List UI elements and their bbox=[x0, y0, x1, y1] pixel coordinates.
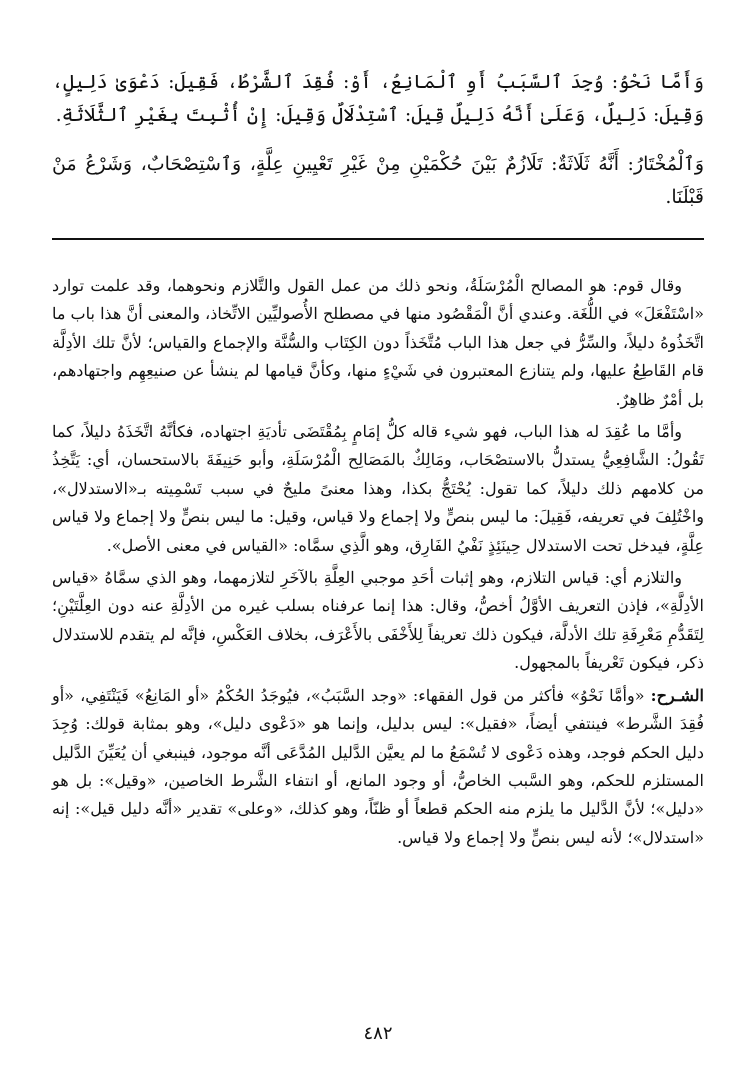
matn-paragraph-2: وَٱلْمُخْتَارُ: أَنَّهُ ثَلَاثَةٌ: تَلَازُمٌ بَيْنَ حُكْمَيْنِ مِنْ غَيْرِ تَعْيِينِ عِلَّةٍ، وَٱسْتِصْحَابٌ، وَشَرْعُ مَنْ قَبْلَنَا. bbox=[52, 153, 704, 208]
commentary-paragraph-2: وأمَّا ما عُقِدَ له هذا الباب، فهو شيء قاله كلُّ إمَامٍ بِمُقْتَضَى تأديَةِ اجتهاده، فكأنَّهُ اتَّخَذَهُ دليلاً، كما تَقُولُ: الشَّافِعِيُّ يستدلُّ بالاستصْحَاب، ومَالِكٌ بالمَصَالِح الْمُرْسَلَةِ، وأبو حَنِيفَةَ بالاستحسان، أي: يَتَّخِذُ من كلامهم ذلك دليلاً، كما تقول: يُحْتَجُّ بكذا، وهذا معنىً مليحٌ في سبب تَسْمِيته بـ«الاستدلال»، واخْتُلِفَ في تعريفه، فَقِيلَ: ما ليس بنصٍّ ولا إجماع ولا قياس، وقيل: ما ليس بنصٍّ ولا إجماع ولا قياس عِلَّةٍ، فيدخل تحت الاستدلال حِينَئِذٍ نَفْيُ الفَارِق، وهو الَّذِي سمَّاه: «القياس في معنى الأصل». bbox=[52, 422, 704, 555]
commentary-paragraph-3: والتلازم أي: قياس التلازم، وهو إثبات أحَدِ موجبي العِلَّةِ بالآخَرِ لتلازمهما، وهو الذي سمَّاهُ «قياس الأدِلَّةِ»، فإذن التعريف الأوَّلُ أخصُّ، وقال: هذا إنما عرفناه بسلب غيره من الأدِلَّةِ عنه دون العِلَّتَيْنِ؛ لِتَقَدُّمِ مَعْرِفَةِ تلك الأدلَّة، فيكون ذلك تعريفاً لِلأَخْفَى بالأَعْرَف، بخلاف العَكْسِ، فإنَّه لم يتقدم للاستدلال ذكر، فيكون تَعْريفاً بالمجهول. bbox=[52, 568, 704, 673]
matn-text bbox=[52, 66, 704, 230]
commentary-text bbox=[52, 272, 704, 856]
sharh-label: الشـرح: bbox=[650, 685, 704, 705]
separator-rule bbox=[52, 238, 704, 240]
page-number: ٤٨٢ bbox=[363, 1023, 393, 1044]
matn-paragraph-1: وَأَمَّا نَحْوُ: وُجِدَ ٱلسَّبَبُ أَوِ ٱلْمَانِعُ، أَوْ: فُقِدَ ٱلشَّرْطُ، فَقِيلَ: دَعْوَىٰ دَلِيلٍ، وَقِيلَ: دَلِيلٌ، وَعَلَىٰ أَنَّهُ دَلِيلٌ قِيلَ: ٱسْتِدْلَالٌ وَقِيلَ: إِنْ أُثْبِتَ بِغَيْرِ ٱلثَّلَاثَةِ. bbox=[52, 71, 704, 126]
book-page bbox=[52, 0, 704, 1089]
commentary-paragraph-4 bbox=[52, 682, 704, 852]
sharh-body: «وأمَّا نَحْوُ» فأكثر من قول الفقهاء: «وجد السَّبَبُ»، فيُوجَدُ الحُكْمُ «أو المَانِعُ» فَيَنْتَفِي، «أو فُقِدَ الشَّرط» فينتفي أيضاً، «فقيل»: ليس بدليل، وإنما هو «دَعْوى دليل»، وهو بمثابة قولك: وُجِدَ دليل الحكم فوجد، وهذه دَعْوى لا تُسْمَعُ ما لم يعيَّن الدَّليل المُدَّعَى أنَّه موجود، فينبغي أن يُعَيِّنَ الدَّليل المستلزم للحكم، وهو السَّبب الخاصُّ، أو وجود المانع، أو انتفاء الشَّرط الخاصين، «وقيل»: بل هو «دليل»؛ لأنَّ الدَّليل ما يلزم منه الحكم قطعاً أو ظنّاً، وهو كذلك، «وعلى» تقدير «أنَّه دليل قيل»: إنه «استدلال»؛ لأنه ليس بنصٍّ ولا إجماع ولا قياس. bbox=[52, 685, 704, 847]
commentary-paragraph-1: وقال قوم: هو المصالح الْمُرْسَلَةُ، ونحو ذلك من عمل القول والتَّلازم ونحوهما، وقد علمت توارد «اسْتَفْعَلَ» في اللُّغَة. وعندي أنَّ الْمَقْصُود منها في مصطلح الأُصوليِّين الاتِّخاذ، والمعنى أنَّ هذا باب ما اتَّخَذُوهُ دليلاً، والسِّرُّ في جعل هذا الباب مُتَّخَذاً دون الكِتَاب والسُّنَّة والإجماع والقياس؛ لأنَّ تلك الأدِلَّة قام القَاطِعُ عليها، ولم يتنازع المعتبرون في شَيْءٍ منها، وكأنَّ قيامها لم ينشأ عن صنيعِهِم واجتهادهم، بل أمْرٌ ظاهِرٌ. bbox=[52, 276, 705, 409]
